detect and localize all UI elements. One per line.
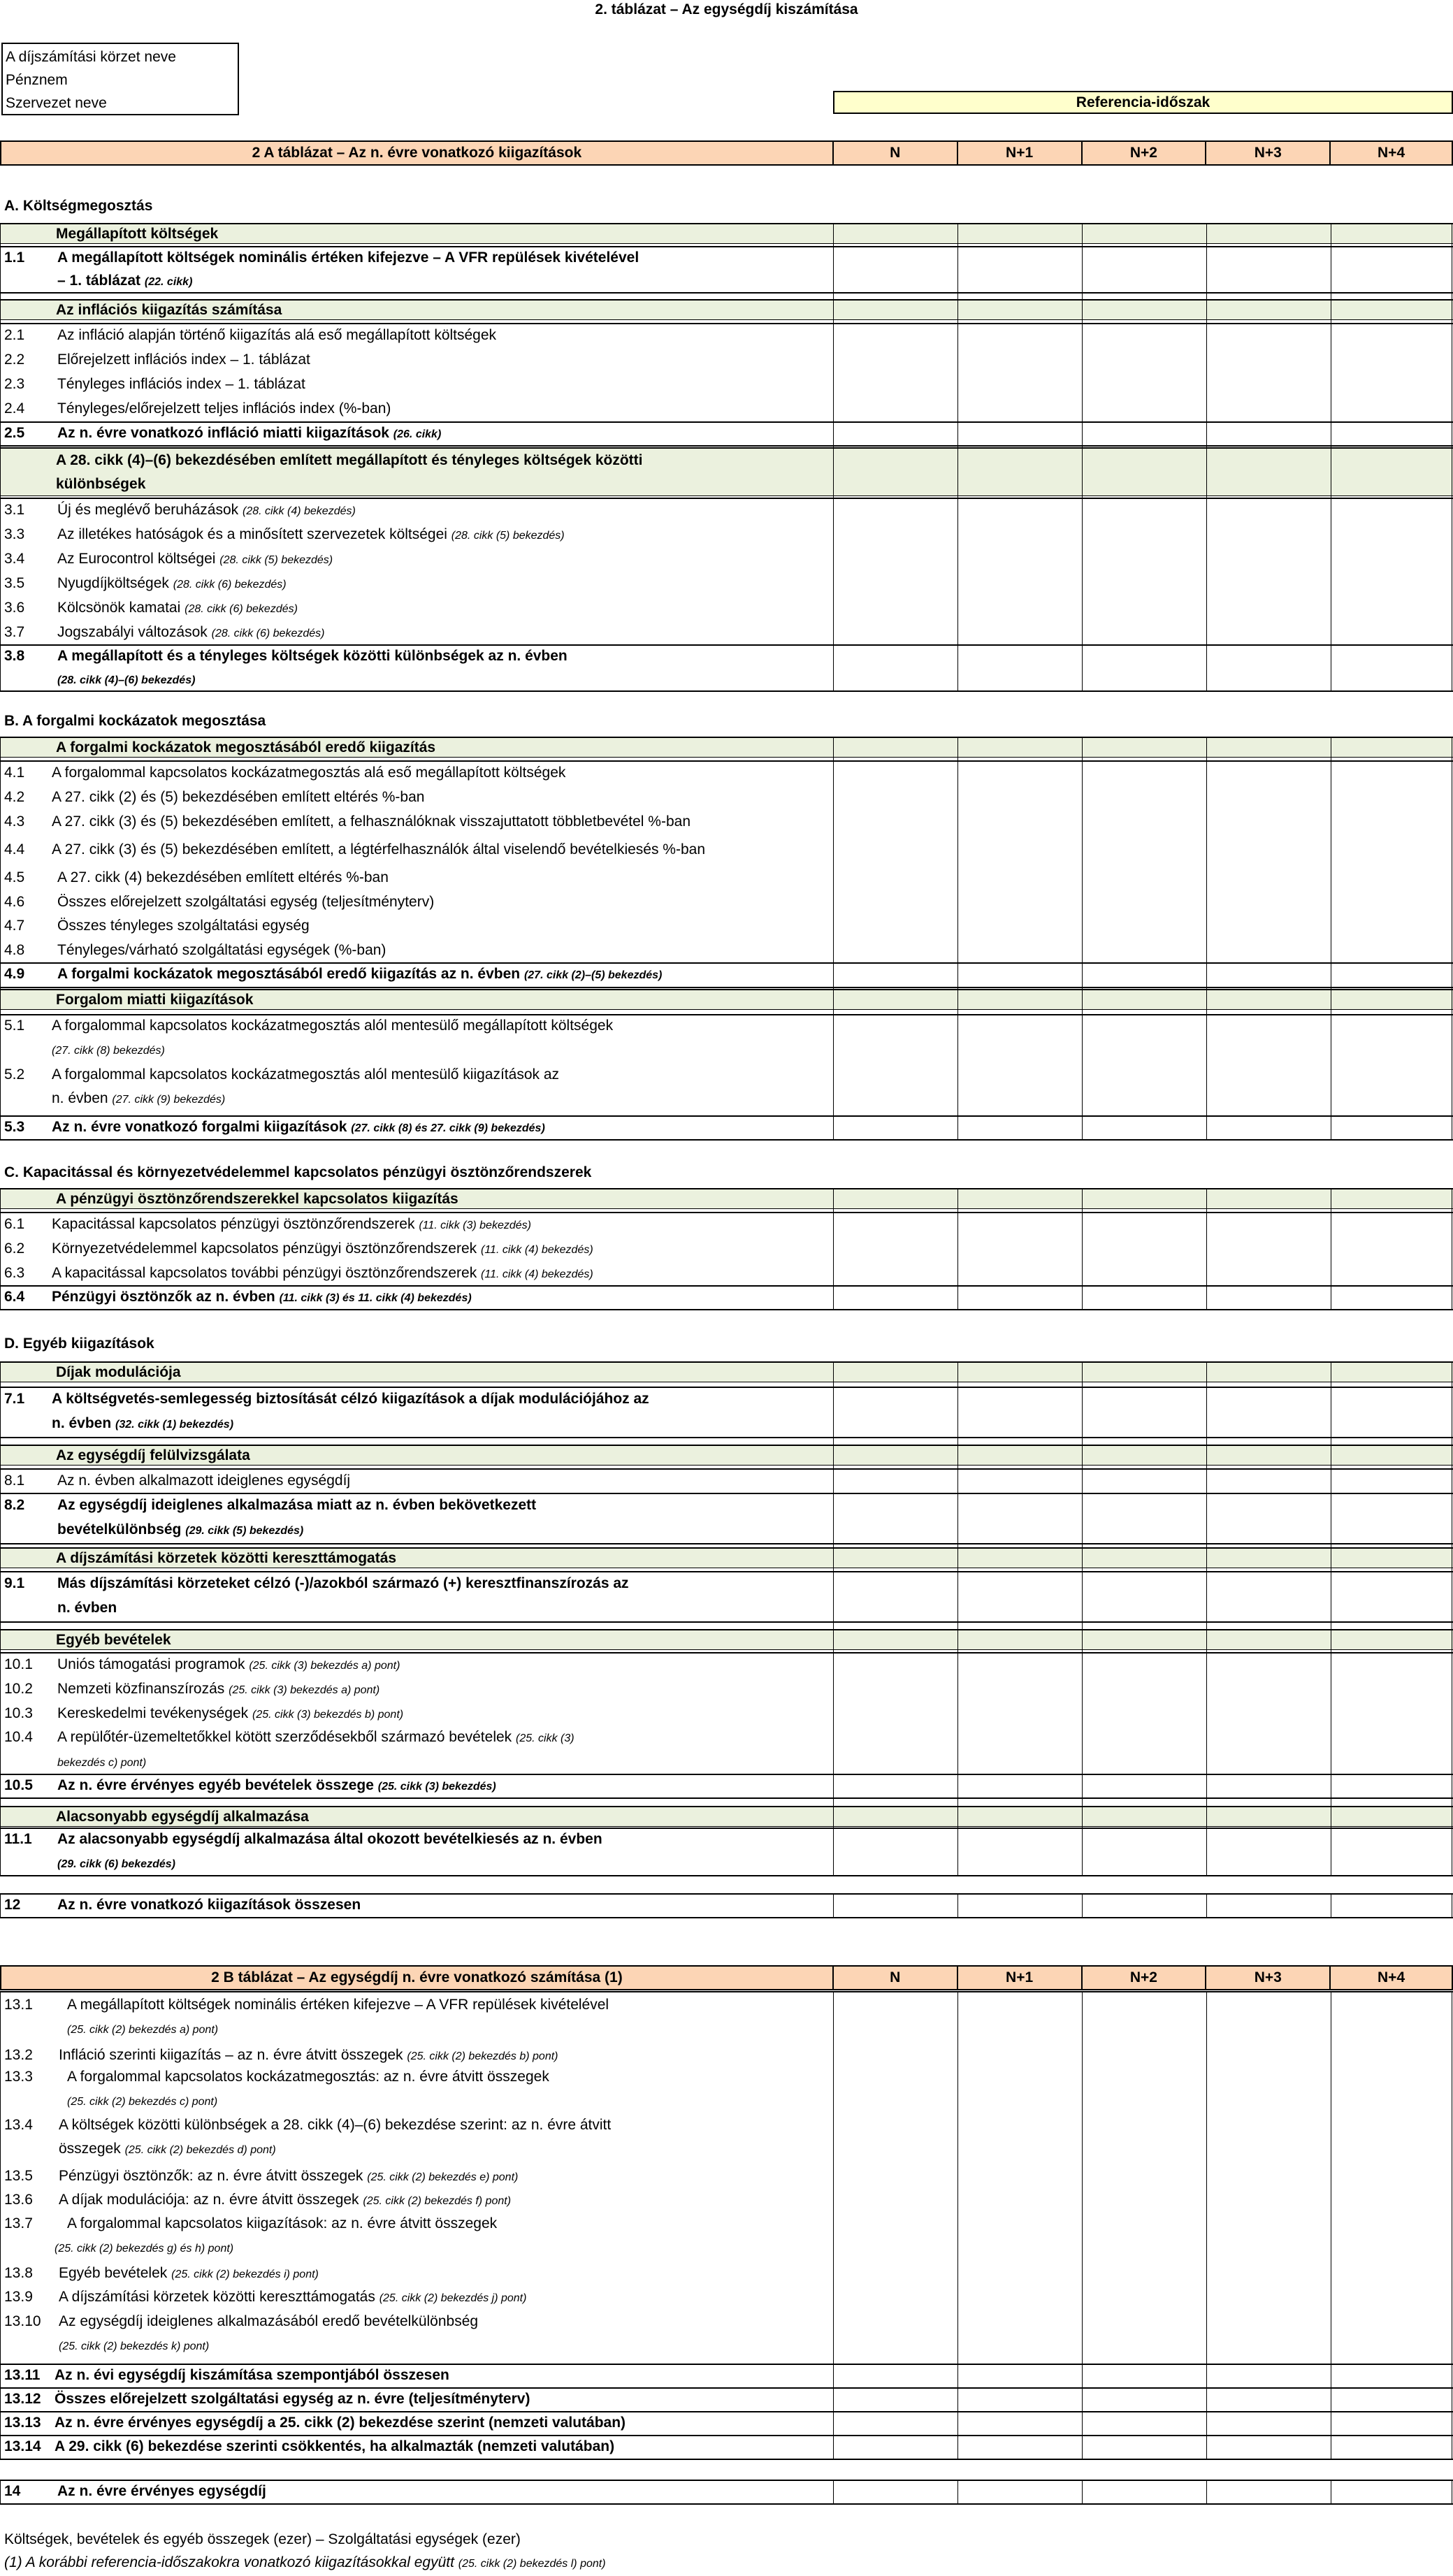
subhead-modulation: Díjak modulációja: [0, 1361, 1453, 1382]
table-row: [0, 246, 1453, 292]
grid-line: [0, 1893, 1, 1917]
col-n: N: [832, 140, 958, 166]
table-row: 13.4 A költségek közötti különbségek a 28. cikk (4)–(6) bekezdése szerint: az n. évre átvitt összegek (25. cikk (2) bekezdés d) pont): [4, 2117, 612, 2157]
grid-line: [1206, 737, 1207, 1141]
grid-line: [0, 2364, 1453, 2365]
zone-name-label: A díjszámítási körzet neve: [6, 49, 176, 65]
grid-line: [0, 2503, 1453, 2505]
grid-line: [0, 1875, 1453, 1876]
grid-line: [0, 1621, 1453, 1623]
section-c-heading: C. Kapacitással és környezetvédelemmel kapcsolatos pénzügyi ösztönzőrendszerek: [4, 1164, 592, 1180]
grid-line: [0, 1571, 1453, 1572]
grid-line: [833, 1893, 834, 1917]
table-row: 13.1 A megállapított költségek nominális értéken kifejezve – A VFR repülések kivételével (25. cikk (2) bekezdés a) pont): [4, 1997, 609, 2036]
grid-line: [957, 1188, 958, 1310]
table-row: 3.8 A megállapított és a tényleges költségek közötti különbségek az n. évben (28. cikk (4)–(6) bekezdés): [4, 648, 568, 686]
subhead-other-revenues: Egyéb bevételek: [0, 1629, 1453, 1650]
col-n4: N+4: [1329, 140, 1453, 166]
table-row: 5.1 A forgalommal kapcsolatos kockázatmegosztás alól mentesülő megállapított költségek (27. cikk (8) bekezdés): [4, 1018, 614, 1057]
section-a-heading: A. Költségmegosztás: [4, 198, 153, 214]
grid-line: [0, 1543, 1453, 1544]
grid-line: [0, 2480, 1, 2503]
grid-line: [0, 2459, 1453, 2460]
table-row: 13.10 Az egységdíj ideiglenes alkalmazásából eredő bevételkülönbség (25. cikk (2) bekezdés k) pont): [4, 2313, 479, 2352]
grid-line: [0, 1893, 1453, 1895]
table-b-title: 2 B táblázat – Az egységdíj n. évre vonatkozó számítása (1): [0, 1965, 834, 1990]
grid-line: [1206, 1188, 1207, 1310]
col-n: N: [832, 1965, 958, 1990]
table-b-header: [0, 1965, 1453, 1990]
subhead-inflation: Az inflációs kiigazítás számítása: [0, 299, 1453, 320]
subhead-traffic-risk: A forgalmi kockázatok megosztásából eredő kiigazítás: [0, 737, 1453, 758]
grid-line: [0, 2387, 1453, 2389]
grid-line: [0, 1917, 1453, 1918]
subhead-unit-rate-review: Az egységdíj felülvizsgálata: [0, 1445, 1453, 1466]
subhead-cross-financing: A díjszámítási körzetek közötti kereszttámogatás: [0, 1547, 1453, 1568]
currency-label: Pénznem: [6, 72, 68, 88]
grid-line: [0, 323, 1453, 324]
row-label: A megállapított költségek nominális értéken kifejezve – A VFR repülések kivételével – 1. táblázat (22. cikk): [57, 249, 639, 289]
grid-line: [0, 987, 1453, 988]
grid-line: [0, 1437, 1453, 1438]
subhead-cost-differences: A 28. cikk (4)–(6) bekezdésében említett megállapított és tényleges költségek közötti különbségek: [0, 447, 1453, 496]
subhead-lower-unit-rate: Alacsonyabb egységdíj alkalmazása: [0, 1806, 1453, 1827]
section-b-heading: B. A forgalmi kockázatok megosztása: [4, 713, 266, 729]
grid-line: [0, 1652, 1453, 1654]
grid-line: [0, 292, 1453, 294]
section-d-heading: D. Egyéb kiigazítások: [4, 1336, 154, 1352]
grid-line: [1082, 737, 1083, 1141]
col-n1: N+1: [957, 1965, 1083, 1990]
col-n4: N+4: [1329, 1965, 1453, 1990]
table-row: 13.3 A forgalommal kapcsolatos kockázatmegosztás: az n. évre átvitt összegek (25. cikk (2) bekezdés c) pont): [4, 2069, 549, 2108]
grid-line: [833, 737, 834, 1141]
grid-line: [833, 2480, 834, 2503]
grid-line: [0, 1828, 1453, 1829]
grid-line: [957, 2480, 958, 2503]
col-n2: N+2: [1081, 1965, 1207, 1990]
table-row: 5.2 A forgalommal kapcsolatos kockázatmegosztás alól mentesülő kiigazítások az n. évben (27. cikk (9) bekezdés): [4, 1066, 560, 1106]
subhead-traffic-adjustments: Forgalom miatti kiigazítások: [0, 989, 1453, 1010]
row-number: 1.1: [4, 249, 25, 266]
grid-line: [957, 1893, 958, 1917]
grid-line: [0, 1188, 1, 1310]
grid-line: [0, 1991, 1453, 1992]
col-n2: N+2: [1081, 140, 1207, 166]
grid-line: [0, 1387, 1453, 1388]
table-row: 9.1 Más díjszámítási körzeteket célzó (-)/azokból származó (+) keresztfinanszírozás az n. évben: [4, 1575, 629, 1616]
grid-line: [0, 1468, 1453, 1470]
col-n3: N+3: [1205, 140, 1331, 166]
grid-line: [0, 421, 1453, 423]
footnote-1: (1) A korábbi referencia-időszakokra vonatkozó kiigazításokkal együtt (25. cikk (2) bekezdés l) pont): [4, 2554, 606, 2570]
col-n3: N+3: [1205, 1965, 1331, 1990]
grid-line: [1082, 1188, 1083, 1310]
col-n1: N+1: [957, 140, 1083, 166]
grid-line: [0, 690, 1453, 692]
grid-line: [1082, 2480, 1083, 2503]
table-row: 11.1 Az alacsonyabb egységdíj alkalmazása által okozott bevételkiesés az n. évben (29. cikk (6) bekezdés): [4, 1831, 602, 1870]
grid-line: [0, 1115, 1453, 1117]
grid-line: [0, 1014, 1453, 1015]
page-title: 2. táblázat – Az egységdíj kiszámítása: [595, 1, 858, 17]
grid-line: [0, 2435, 1453, 2436]
grid-line: [0, 1212, 1453, 1213]
footnote-units: Költségek, bevételek és egyéb összegek (ezer) – Szolgáltatási egységek (ezer): [4, 2531, 521, 2547]
grid-line: [957, 737, 958, 1141]
table-row: 10.4 A repülőtér-üzemeltetőkkel kötött szerződésekből származó bevételek (25. cikk (3) bekezdés c) pont): [4, 1729, 574, 1769]
grid-line: [0, 498, 1453, 499]
grid-line: [0, 2411, 1453, 2412]
table-a-header: [0, 140, 1453, 166]
grid-line: [1206, 2480, 1207, 2503]
grid-line: [0, 1139, 1453, 1141]
grid-line: [0, 1285, 1453, 1287]
grid-line: [0, 246, 1453, 247]
subhead-set-costs: Megállapított költségek: [0, 223, 1453, 244]
table-a-title: 2 A táblázat – Az n. évre vonatkozó kiigazítások: [0, 140, 834, 166]
grid-line: [0, 1493, 1453, 1494]
grid-line: [0, 445, 1453, 447]
grid-line: [0, 962, 1453, 964]
grid-line: [0, 1774, 1453, 1775]
table-row: 13.7 A forgalommal kapcsolatos kiigazítások: az n. évre átvitt összegek (25. cikk (2) bekezdés g) és h) pont): [4, 2215, 498, 2255]
grid-line: [0, 644, 1453, 646]
grid-line: [0, 1797, 1453, 1799]
grid-line: [0, 1309, 1453, 1310]
grid-line: [0, 2480, 1453, 2481]
entity-name-label: Szervezet neve: [6, 95, 107, 111]
grid-line: [1082, 1893, 1083, 1917]
grid-line: [0, 760, 1453, 762]
reference-period-label: Referencia-időszak: [833, 91, 1453, 114]
grid-line: [1206, 1893, 1207, 1917]
table-row: 7.1 A költségvetés-semlegesség biztosítását célzó kiigazítások a díjak modulációjához az n. évben (32. cikk (1) bekezdés): [4, 1391, 649, 1431]
table-row: 8.2 Az egységdíj ideiglenes alkalmazása miatt az n. évben bekövetkezett bevételkülönbség (29. cikk (5) bekezdés): [4, 1497, 537, 1537]
subhead-incentives: A pénzügyi ösztönzőrendszerekkel kapcsolatos kiigazítás: [0, 1188, 1453, 1209]
grid-line: [0, 737, 1, 1141]
info-box: [1, 43, 239, 115]
grid-line: [833, 1188, 834, 1310]
